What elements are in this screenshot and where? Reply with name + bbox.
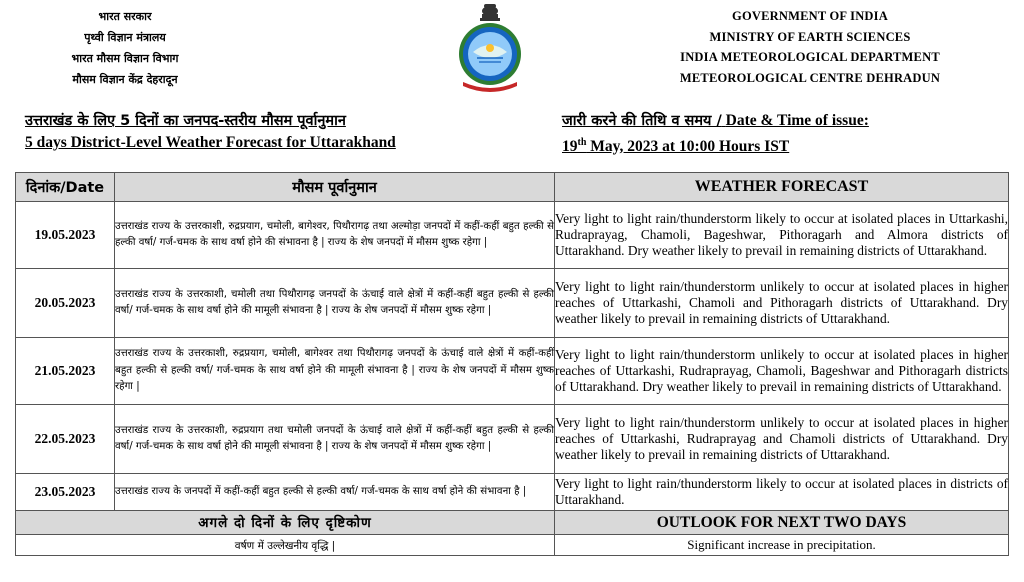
forecast-date: 19.05.2023 xyxy=(16,202,115,269)
english-header-line: INDIA METEOROLOGICAL DEPARTMENT xyxy=(680,50,940,64)
english-forecast-text: Very light to light rain/thunderstorm unlikely to occur at isolated places in higher reaches of Uttarkashi, Rudraprayag and Chamoli districts of Uttarakhand. Dry weather likely to prevail in remaining districts of Uttarakhand. xyxy=(555,405,1009,474)
issue-day: 19 xyxy=(562,138,578,156)
hindi-forecast-text: उत्तराखंड राज्य के उत्तरकाशी, रुद्रप्रयाग, चमोली, बागेश्वर तथा पिथौरागढ़ जनपदों के ऊंचाई वाले क्षेत्रों में कहीं-कहीं बहुत हल्की से हल्की वर्षा/ गर्ज-चमक के साथ वर्षा होने की मामूली संभावना है | राज्य के शेष जनपदों में मौसम शुष्क रहेगा | xyxy=(115,338,555,405)
issue-label-hindi: जारी करने की तिथि व समय / xyxy=(562,113,722,129)
english-forecast-text: Very light to light rain/thunderstorm likely to occur at isolated places in Uttarkashi, Rudraprayag, Chamoli, Bageshwar, Pithoragarh and Almora districts of Uttarakhand. Dry weather likely to prevail in remaining districts of Uttarakhand. xyxy=(555,202,1009,269)
hindi-header-line: भारत मौसम विज्ञान विभाग xyxy=(71,52,179,65)
english-forecast-header xyxy=(555,173,1009,202)
issue-day-suffix: th xyxy=(577,137,587,148)
hindi-forecast-text: उत्तराखंड राज्य के उत्तरकाशी, रुद्रप्रयाग, चमोली, बागेश्वर, पिथौरागढ़ तथा अल्मोड़ा जनपदों में कहीं-कहीं बहुत हल्की से हल्की वर्षा/ गर्ज-चमक के साथ वर्षा होने की संभावना है | राज्य के शेष जनपदों में मौसम शुष्क रहेगा | xyxy=(115,202,555,269)
hindi-forecast-header xyxy=(115,173,555,202)
outlook-header-row xyxy=(16,511,1009,535)
forecast-date: 20.05.2023 xyxy=(16,269,115,338)
outlook-header-hindi-label: अगले दो दिनों के लिए दृष्टिकोण xyxy=(198,515,372,531)
outlook-text-hindi xyxy=(16,535,555,556)
english-forecast-text: Very light to light rain/thunderstorm unlikely to occur at isolated places in higher reaches of Uttarkashi, Rudraprayag, Chamoli, Bageshwar and Pithoragarh districts of Uttarakhand. Dry weather likely to prevail in remaining districts of Uttarakhand. xyxy=(555,338,1009,405)
outlook-header-english-label: OUTLOOK FOR NEXT TWO DAYS xyxy=(656,513,907,531)
outlook-header-english xyxy=(555,511,1009,535)
outlook-text-hindi-label: वर्षण में उल्लेखनीय वृद्धि | xyxy=(234,540,336,552)
forecast-date: 21.05.2023 xyxy=(16,338,115,405)
english-header-line: GOVERNMENT OF INDIA xyxy=(732,9,888,23)
forecast-date: 22.05.2023 xyxy=(16,405,115,474)
hindi-forecast-text: उत्तराखंड राज्य के जनपदों में कहीं-कहीं बहुत हल्की से हल्की वर्षा/ गर्ज-चमक के साथ वर्षा होने की संभावना है | xyxy=(115,474,555,511)
forecast-table xyxy=(15,172,1009,556)
date-column-header xyxy=(16,173,115,202)
issue-rest: May, 2023 at 10:00 Hours IST xyxy=(586,138,790,156)
english-header-line: MINISTRY OF EARTH SCIENCES xyxy=(709,29,911,44)
hindi-header-line: मौसम विज्ञान केंद्र देहरादून xyxy=(72,73,178,86)
hindi-header-line: भारत सरकार xyxy=(98,10,152,23)
forecast-date: 23.05.2023 xyxy=(16,474,115,511)
table-row xyxy=(16,405,1009,474)
hindi-header-line: पृथ्वी विज्ञान मंत्रालय xyxy=(84,31,166,44)
table-header-row xyxy=(16,173,1009,202)
imd-emblem-logo xyxy=(455,2,525,94)
english-forecast-text: Very light to light rain/thunderstorm likely to occur at isolated places in districts of Uttarakhand. xyxy=(555,474,1009,511)
hindi-forecast-text: उत्तराखंड राज्य के उत्तरकाशी, रुद्रप्रयाग तथा चमोली जनपदों के ऊंचाई वाले क्षेत्रों में कहीं-कहीं बहुत हल्की से हल्की वर्षा/ गर्ज-चमक के साथ वर्षा होने की मामूली संभावना है | राज्य के शेष जनपदों में मौसम शुष्क रहेगा | xyxy=(115,405,555,474)
forecast-title-hindi: उत्तराखंड के लिए 5 दिनों का जनपद-स्तरीय मौसम पूर्वानुमान xyxy=(25,113,346,129)
issue-datetime xyxy=(562,110,1002,158)
hindi-forecast-text: उत्तराखंड राज्य के उत्तरकाशी, चमोली तथा पिथौरागढ़ जनपदों के ऊंचाई वाले क्षेत्रों में कहीं-कहीं बहुत हल्की से हल्की वर्षा/ गर्ज-चमक के साथ वर्षा होने की मामूली संभावना है | राज्य के शेष जनपदों में मौसम शुष्क रहेगा | xyxy=(115,269,555,338)
table-row xyxy=(16,269,1009,338)
outlook-text-english xyxy=(555,535,1009,556)
outlook-text-english-label: Significant increase in precipitation. xyxy=(687,537,876,552)
hindi-forecast-header-label: मौसम पूर्वानुमान xyxy=(292,180,377,196)
date-header-label: दिनांक/Date xyxy=(25,180,105,196)
english-org-header xyxy=(640,6,980,88)
table-row xyxy=(16,338,1009,405)
outlook-header-hindi xyxy=(16,511,555,535)
table-row xyxy=(16,474,1009,511)
hindi-org-header xyxy=(40,6,210,90)
forecast-title xyxy=(25,110,545,154)
english-forecast-text: Very light to light rain/thunderstorm unlikely to occur at isolated places in higher reaches of Uttarkashi, Chamoli and Pithoragarh districts of Uttarakhand. Dry weather likely to prevail in remaining districts of Uttarakhand. xyxy=(555,269,1009,338)
outlook-row xyxy=(16,535,1009,556)
forecast-title-english: 5 days District-Level Weather Forecast for Uttarakhand xyxy=(25,134,396,151)
issue-label xyxy=(562,110,1002,132)
issue-value xyxy=(562,132,1002,158)
english-forecast-header-label: WEATHER FORECAST xyxy=(694,178,869,195)
imd-globe-icon xyxy=(459,23,521,85)
table-row xyxy=(16,202,1009,269)
issue-label-english: Date & Time of issue: xyxy=(725,112,869,129)
english-header-line: METEOROLOGICAL CENTRE DEHRADUN xyxy=(679,70,941,85)
national-emblem-icon xyxy=(480,4,500,21)
